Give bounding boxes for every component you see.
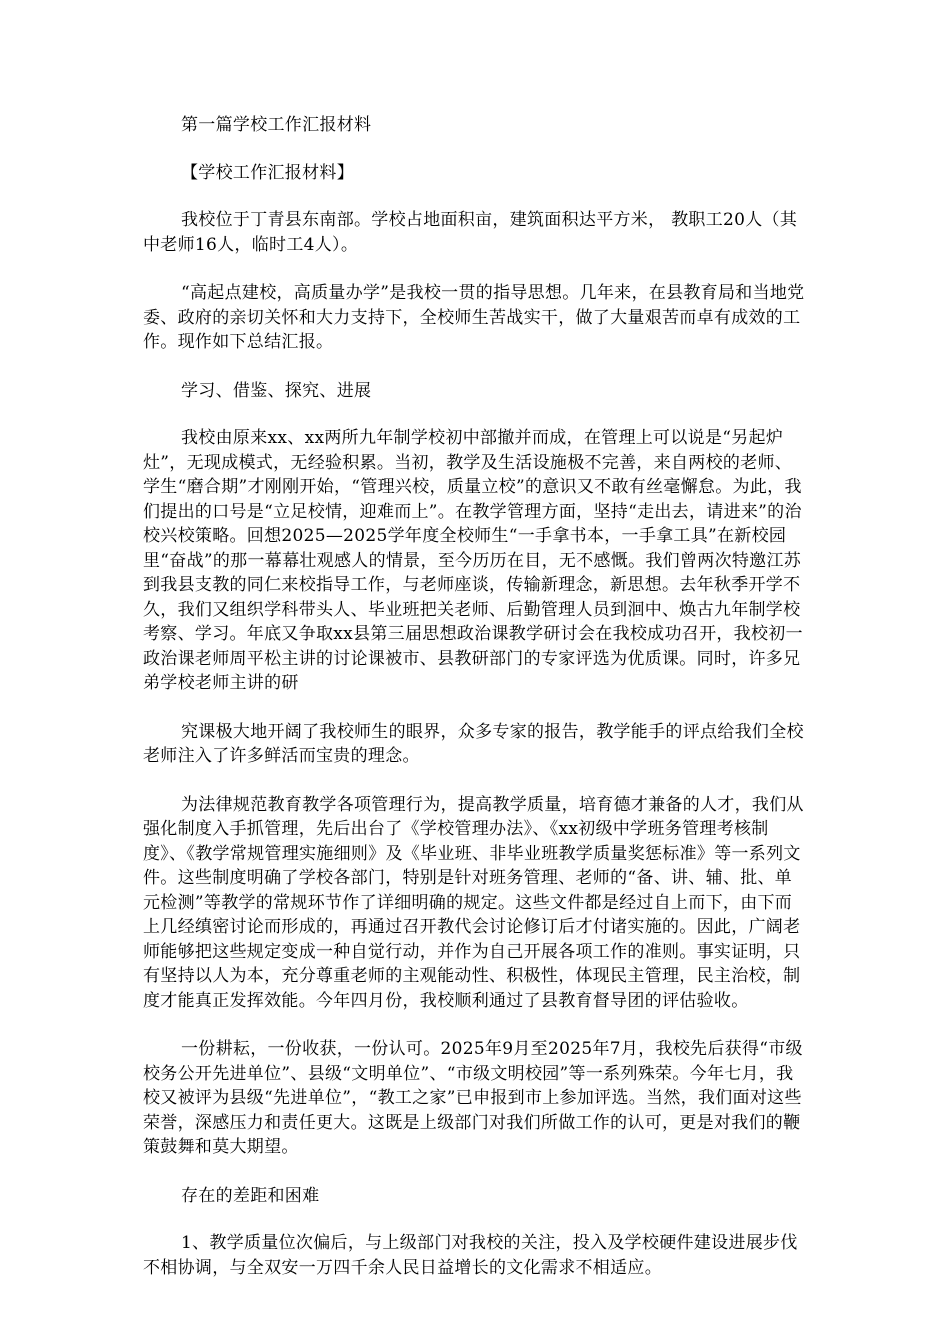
paragraph-honors: 一份耕耘，一份收获，一份认可。2025年9月至2025年7月，我校先后获得“市级校务公开先进单位”、县级“文明单位”、“市级文明校园”等一系列殊荣。今年七月，我校又被评为县级“先进单位”，“教工之家”已申报到市上参加评选。当然，我们面对这些荣誉，深感压力和责任更大。这既是上级部门对我们所做工作的认可，更是对我们的鞭策鼓舞和莫大期望。 [143,1039,803,1157]
paragraph-regulations: 为法律规范教育教学各项管理行为，提高教学质量，培育德才兼备的人才，我们从强化制度入手抓管理，先后出台了《学校管理办法》、《xx初级中学班务管理考核制度》、《教学常规管理实施细则》及《毕业班、非毕业班教学质量奖惩标准》等一系列文件。这些制度明确了学校各部门，特别是针对班务管理、老师的“备、讲、辅、批、单元检测”等教学的常规环节作了详细明确的规定。这些文件都是经过自上而下，由下而上几经缜密讨论而形成的，再通过召开教代会讨论修订后才付诸实施的。因此，广阔老师能够把这些规定变成一种自觉行动，并作为自己开展各项工作的准则。事实证明，只有坚持以人为本，充分尊重老师的主观能动性、积极性，体现民主管理，民主治校，制度才能真正发挥效能。今年四月份，我校顺利通过了县教育督导团的评估验收。 [143,794,804,1011]
paragraph-research-lessons: 究课极大地开阔了我校师生的眼界，众多专家的报告，教学能手的评点给我们全校老师注入了许多鲜活而宝贵的理念。 [143,721,804,766]
section-title: 【学校工作汇报材料】 [181,162,354,183]
document-title: 第一篇学校工作汇报材料 [181,115,372,135]
paragraph-school-overview: 我校位于丁青县东南部。学校占地面积亩，建筑面积达平方米， 教职工20人（其中老师16人，临时工4人）。 [143,210,798,255]
paragraph-guiding-idea: “高起点建校，高质量办学”是我校一贯的指导思想。几年来，在县教育局和当地党委、政府的亲切关怀和大力支持下，全校师生苦战实干，做了大量艰苦而卓有成效的工作。现作如下总结汇报。 [143,283,805,352]
paragraph-gap-1: 1、教学质量位次偏后，与上级部门对我校的关注，投入及学校硬件建设进展步伐不相协调，与全双安一万四千余人民日益增长的文化需求不相适应。 [143,1233,798,1278]
document-body [143,113,808,1304]
section-heading-learning: 学习、借鉴、探究、进展 [181,380,372,401]
section-heading-gaps: 存在的差距和困难 [181,1185,320,1206]
paragraph-management-history: 我校由原来xx、xx两所九年制学校初中部撤并而成，在管理上可以说是“另起炉灶”，无现成模式，无经验积累。当初，教学及生活设施极不完善，来自两校的老师、学生“磨合期”才刚刚开始，“管理兴校，质量立校”的意识又不敢有丝毫懈怠。为此，我们提出的口号是“立足校情，迎难而上”。在教学管理方面，坚持“走出去，请进来”的治校兴校策略。回想2025—2025学年度全校师生“一手拿书本，一手拿工具”在新校园里“奋战”的那一幕幕壮观感人的情景，至今历历在目，无不感慨。我们曾两次特邀江苏到我县支教的同仁来校指导工作，与老师座谈，传输新理念，新思想。去年秋季开学不久，我们又组织学科带头人、毕业班把关老师、后勤管理人员到洄中、焕古九年制学校考察、学习。年底又争取xx县第三届思想政治课教学研讨会在我校成功召开，我校初一政治课老师周平松主讲的讨论课被市、县教研部门的专家评选为优质课。同时，许多兄弟学校老师主讲的研 [143,428,803,693]
